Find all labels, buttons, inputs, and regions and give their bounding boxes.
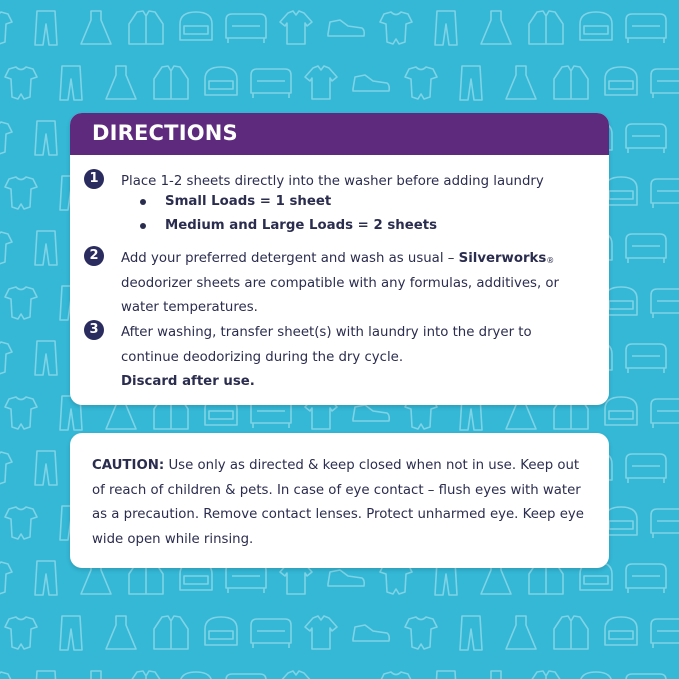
pants-icon bbox=[460, 66, 482, 100]
pants-icon bbox=[35, 451, 57, 485]
directions-card bbox=[70, 113, 609, 405]
pants-icon bbox=[35, 11, 57, 45]
onesie-icon bbox=[405, 67, 437, 99]
pants-icon bbox=[60, 616, 82, 650]
dress-icon bbox=[506, 66, 536, 99]
sofa-icon bbox=[226, 14, 266, 43]
dress-icon bbox=[481, 671, 511, 679]
onesie-icon bbox=[0, 672, 12, 679]
bullet-medium-large-loads bbox=[120, 214, 580, 238]
sofa-icon bbox=[651, 289, 679, 318]
sofa-icon bbox=[251, 619, 291, 648]
onesie-icon bbox=[0, 342, 12, 374]
directions-header bbox=[70, 113, 609, 155]
step-3-text-body: After washing, transfer sheet(s) with laundry into the dryer to continue deodorizing during the dry cycle. bbox=[121, 325, 532, 365]
pants-icon bbox=[435, 11, 457, 45]
brand-name: Silverworks bbox=[458, 251, 547, 266]
caution-card bbox=[70, 433, 609, 568]
caution-text bbox=[92, 454, 592, 552]
sofa-icon bbox=[626, 454, 666, 483]
bullet-dot-icon bbox=[140, 223, 146, 229]
jacket-icon bbox=[529, 11, 563, 44]
pants-icon bbox=[460, 616, 482, 650]
shirt-icon bbox=[280, 11, 312, 44]
sofa-icon bbox=[651, 619, 679, 648]
onesie-icon bbox=[405, 617, 437, 649]
armchair-icon bbox=[605, 507, 637, 535]
onesie-icon bbox=[5, 617, 37, 649]
jacket-icon bbox=[554, 616, 588, 649]
armchair-icon bbox=[180, 672, 212, 679]
armchair-icon bbox=[180, 12, 212, 40]
onesie-icon bbox=[0, 12, 12, 44]
bullet-medium-large-text: Medium and Large Loads = 2 sheets bbox=[165, 218, 438, 233]
onesie-icon bbox=[5, 397, 37, 429]
sofa-icon bbox=[626, 124, 666, 153]
onesie-icon bbox=[5, 67, 37, 99]
sneaker-icon bbox=[328, 20, 364, 36]
armchair-icon bbox=[605, 67, 637, 95]
sneaker-icon bbox=[353, 75, 389, 91]
pants-icon bbox=[35, 671, 57, 679]
armchair-icon bbox=[580, 12, 612, 40]
shirt-icon bbox=[280, 671, 312, 679]
armchair-icon bbox=[580, 672, 612, 679]
sneaker-icon bbox=[353, 625, 389, 641]
directions-title: DIRECTIONS bbox=[92, 121, 238, 145]
sofa-icon bbox=[251, 69, 291, 98]
step-2-text-after: deodorizer sheets are compatible with any formulas, additives, or water temperatures. bbox=[121, 275, 560, 315]
onesie-icon bbox=[0, 562, 12, 594]
onesie-icon bbox=[0, 452, 12, 484]
pants-icon bbox=[35, 231, 57, 265]
dress-icon bbox=[106, 616, 136, 649]
bullet-small-loads-text: Small Loads = 1 sheet bbox=[165, 194, 332, 209]
armchair-icon bbox=[605, 177, 637, 205]
dress-icon bbox=[106, 66, 136, 99]
jacket-icon bbox=[154, 616, 188, 649]
sofa-icon bbox=[651, 509, 679, 538]
pants-icon bbox=[60, 66, 82, 100]
onesie-icon bbox=[0, 232, 12, 264]
step-1-bullets bbox=[120, 190, 580, 238]
onesie-icon bbox=[380, 672, 412, 679]
sofa-icon bbox=[226, 674, 266, 679]
sofa-icon bbox=[651, 69, 679, 98]
caution-label: CAUTION: bbox=[92, 458, 165, 473]
dress-icon bbox=[81, 11, 111, 44]
sofa-icon bbox=[626, 234, 666, 263]
bullet-small-loads bbox=[120, 190, 580, 214]
sofa-icon bbox=[626, 14, 666, 43]
jacket-icon bbox=[554, 66, 588, 99]
sofa-icon bbox=[651, 399, 679, 428]
sofa-icon bbox=[226, 564, 266, 593]
sofa-icon bbox=[651, 179, 679, 208]
onesie-icon bbox=[0, 122, 12, 154]
sofa-icon bbox=[626, 344, 666, 373]
step-1-text: Place 1-2 sheets directly into the washer before adding laundry bbox=[121, 174, 544, 189]
pants-icon bbox=[35, 121, 57, 155]
armchair-icon bbox=[205, 617, 237, 645]
pants-icon bbox=[435, 671, 457, 679]
sofa-icon bbox=[626, 674, 666, 679]
jacket-icon bbox=[129, 11, 163, 44]
step-2-number: 2 bbox=[84, 246, 104, 266]
armchair-icon bbox=[605, 617, 637, 645]
dress-icon bbox=[81, 671, 111, 679]
jacket-icon bbox=[129, 671, 163, 679]
sofa-icon bbox=[626, 564, 666, 593]
jacket-icon bbox=[154, 66, 188, 99]
onesie-icon bbox=[5, 507, 37, 539]
dress-icon bbox=[506, 616, 536, 649]
caution-body: Use only as directed & keep closed when not in use. Keep out of reach of children & pets. In case of eye contact – flush eyes with water as a precaution. Remove contact lenses. Protect unharmed eye. Keep eye wide open while rinsing. bbox=[92, 458, 584, 547]
registered-mark: ® bbox=[546, 256, 555, 265]
dress-icon bbox=[481, 11, 511, 44]
jacket-icon bbox=[529, 671, 563, 679]
pants-icon bbox=[35, 561, 57, 595]
onesie-icon bbox=[5, 287, 37, 319]
armchair-icon bbox=[605, 397, 637, 425]
shirt-icon bbox=[305, 66, 337, 99]
sneaker-icon bbox=[328, 570, 364, 586]
step-2-text-before: Add your preferred detergent and wash as usual – bbox=[121, 251, 459, 266]
sneaker-icon bbox=[353, 405, 389, 421]
pants-icon bbox=[35, 341, 57, 375]
step-2-text bbox=[121, 247, 591, 321]
onesie-icon bbox=[380, 12, 412, 44]
step-3-emphasis: Discard after use. bbox=[121, 374, 255, 389]
step-3-number: 3 bbox=[84, 320, 104, 340]
armchair-icon bbox=[605, 287, 637, 315]
step-3-text bbox=[121, 321, 591, 395]
shirt-icon bbox=[305, 616, 337, 649]
step-1-number: 1 bbox=[84, 169, 104, 189]
bullet-dot-icon bbox=[140, 199, 146, 205]
onesie-icon bbox=[5, 177, 37, 209]
armchair-icon bbox=[205, 67, 237, 95]
